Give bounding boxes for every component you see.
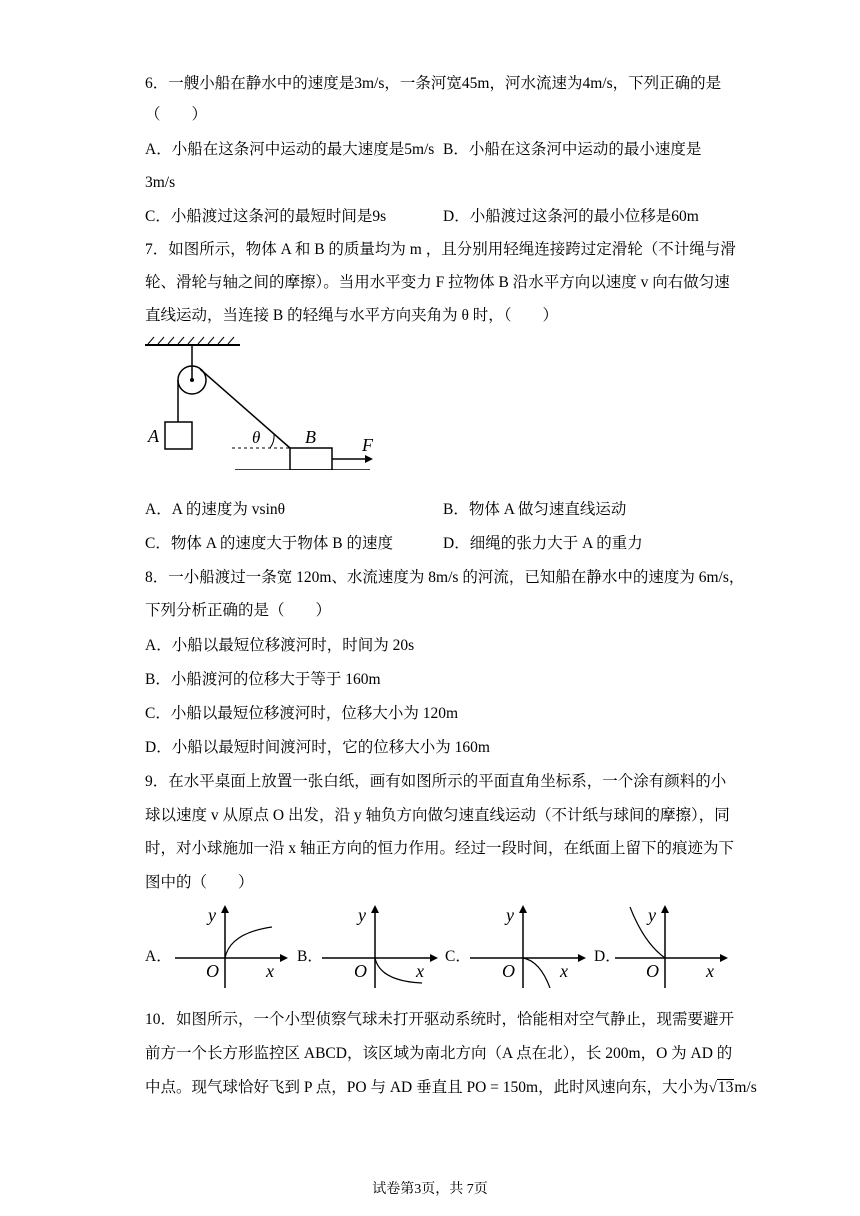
q10-stem-line1: 10．如图所示，一个小型侦察气球未打开驱动系统时，恰能相对空气静止，现需要避开 [145, 1011, 735, 1028]
q9-option-d-label: D． [594, 948, 621, 965]
q9-c-axis-x: x [560, 961, 568, 981]
q9-c-origin: O [502, 961, 515, 981]
q8-stem-line1: 8．一小船渡过一条宽 120m、水流速度为 8m/s 的河流，已知船在静水中的速度为 6m/s， [145, 569, 745, 586]
q8-stem-line2: 下列分析正确的是（ ） [145, 602, 332, 619]
q7-option-a: A．A 的速度为 vsinθ [145, 501, 286, 518]
q7-label-b: B [305, 427, 316, 447]
q9-d-axis-y: y [648, 905, 656, 925]
page-footer: 试卷第3页，共 7页 [372, 1182, 488, 1197]
q8-option-b: B．小船渡河的位移大于等于 160m [145, 671, 381, 688]
q9-b-axis-x: x [416, 961, 424, 981]
q10-stem-line3-text: 中点。现气球恰好飞到 P 点，PO 与 AD 垂直且 PO = 150m，此时风速向东，大小为 [145, 1079, 709, 1096]
q9-d-axis-x: x [706, 961, 714, 981]
q9-stem-line1: 9．在水平桌面上放置一张白纸，画有如图所示的平面直角坐标系，一个涂有颜料的小 [145, 773, 727, 790]
q6-option-d: D．小船渡过这条河的最小位移是60m [443, 208, 699, 225]
q7-option-b: B．物体 A 做匀速直线运动 [443, 501, 627, 518]
q9-b-axis-y: y [358, 905, 366, 925]
q7-label-f: F [362, 435, 373, 455]
q9-stem-line2: 球以速度 v 从原点 O 出发，沿 y 轴负方向做匀速直线运动（不计纸与球间的摩擦），同 [145, 807, 730, 824]
q6-option-c: C．小船渡过这条河的最短时间是9s [145, 208, 387, 225]
q9-option-c-label: C． [445, 948, 471, 965]
q7-label-a: A [148, 426, 159, 446]
q10-stem-line3: 中点。现气球恰好飞到 P 点，PO 与 AD 垂直且 PO = 150m，此时风速向东，大小为√13m/s [145, 1079, 757, 1096]
q10-stem-line2: 前方一个长方形监控区 ABCD，该区域为南北方向（A 点在北），长 200m，O 为 AD 的 [145, 1045, 733, 1062]
q9-a-origin: O [206, 961, 219, 981]
q6-option-b: B．小船在这条河中运动的最小速度是 [443, 141, 702, 158]
q9-a-axis-x: x [266, 961, 274, 981]
q6-stem-line2: （ ） [145, 106, 208, 123]
q7-option-c: C．物体 A 的速度大于物体 B 的速度 [145, 535, 394, 552]
q7-stem-line1: 7．如图所示，物体 A 和 B 的质量均为 m ，且分别用轻绳连接跨过定滑轮（不计绳与滑 [145, 241, 736, 258]
q8-option-c: C．小船以最短位移渡河时，位移大小为 120m [145, 705, 459, 722]
q6-option-b-cont: 3m/s [145, 174, 176, 191]
q7-pulley-figure [140, 335, 400, 470]
q7-stem-line3: 直线运动，当连接 B 的轻绳与水平方向夹角为 θ 时，（ ） [145, 307, 559, 324]
q8-option-d: D．小船以最短时间渡河时，它的位移大小为 160m [145, 739, 490, 756]
q9-d-origin: O [646, 961, 659, 981]
q7-stem-line2: 轮、滑轮与轴之间的摩擦）。当用水平变力 F 拉物体 B 沿水平方向以速度 v 向右做匀速 [145, 274, 730, 291]
q8-option-a: A．小船以最短位移渡河时，时间为 20s [145, 637, 415, 654]
q9-stem-line4: 图中的（ ） [145, 874, 254, 891]
q7-option-d: D．细绳的张力大于 A 的重力 [443, 535, 643, 552]
q9-c-axis-y: y [506, 905, 514, 925]
q9-graph-a [170, 903, 290, 988]
q9-b-origin: O [354, 961, 367, 981]
q9-option-a-label: A． [145, 948, 172, 965]
q9-graph-d [610, 903, 730, 988]
q9-a-axis-y: y [208, 905, 216, 925]
q10-unit: m/s [734, 1079, 757, 1096]
q9-graph-c [468, 903, 588, 988]
q6-stem-line1: 6．一艘小船在静水中的速度是3m/s，一条河宽45m，河水流速为4m/s，下列正确的是 [145, 75, 722, 92]
q7-label-theta: θ [252, 428, 261, 447]
q9-stem-line3: 时，对小球施加一沿 x 轴正方向的恒力作用。经过一段时间，在纸面上留下的痕迹为下 [145, 840, 735, 857]
q9-option-b-label: B． [297, 948, 323, 965]
q6-option-a: A．小船在这条河中运动的最大速度是5m/s [145, 141, 435, 158]
q9-graph-b [320, 903, 440, 988]
q10-sqrt-value: 13 [717, 1079, 734, 1096]
